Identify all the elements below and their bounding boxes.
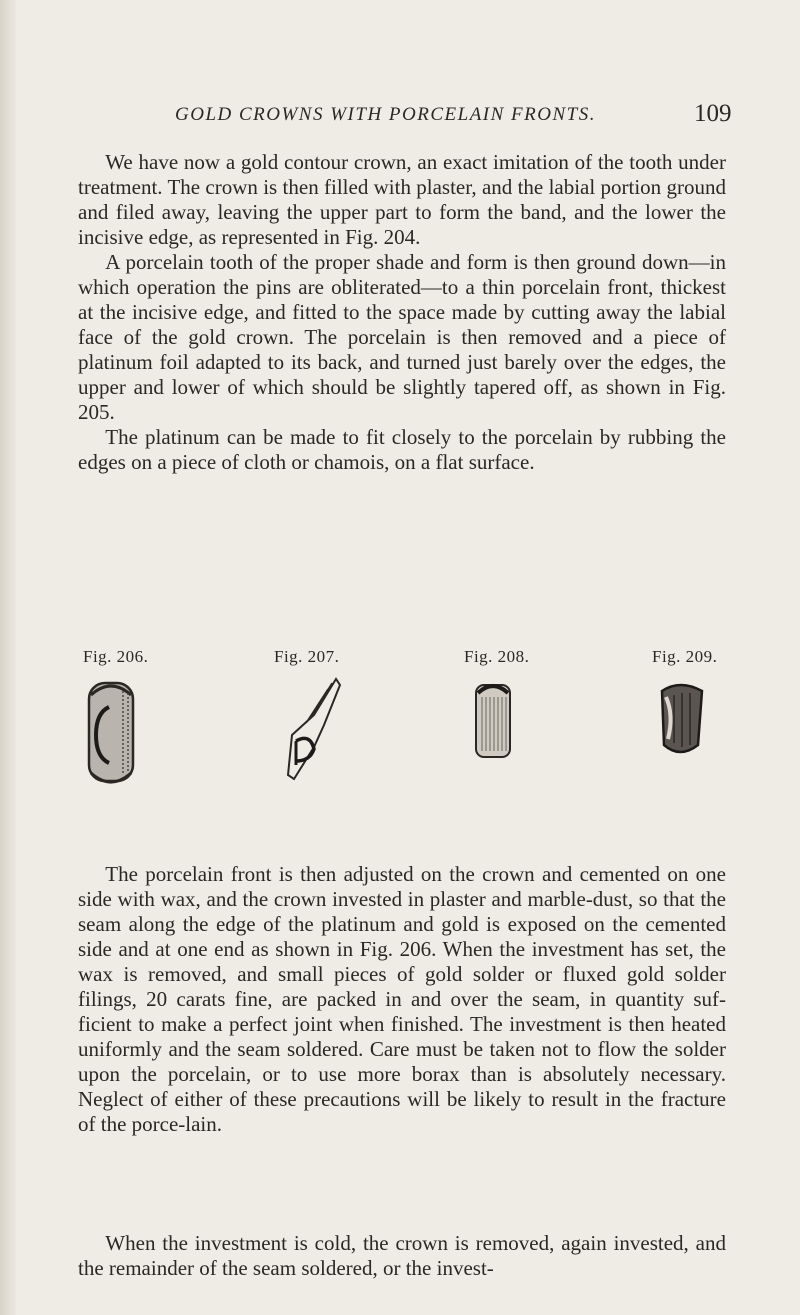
figure-label: Fig. 208.	[464, 647, 530, 666]
figure-207	[274, 647, 404, 827]
crown-invested-illustration	[83, 675, 143, 795]
figure-label: Fig. 206.	[83, 647, 149, 666]
figure-row	[0, 647, 800, 827]
paragraph: We have now a gold contour crown, an exact imitation of the tooth under treatment. The crown is then filled with plaster, and the labial portion ground and filed away, leaving the upper part to form the band, and the lower the incisive edge, as represented in Fig. 204.	[78, 150, 726, 249]
body-text-last	[78, 1231, 726, 1281]
figure-label: Fig. 209.	[652, 647, 718, 666]
body-text-top	[78, 150, 726, 475]
finished-crown-illustration	[652, 675, 712, 775]
paragraph: The porcelain front is then adjusted on the crown and cemented on one side with wax, and the crown invested in plaster and marble-dust, so that the seam along the edge of the platinum and gold is exposed on the cemented side and at one end as shown in Fig. 206. When the investment has set, the wax is removed, and small pieces of gold solder or fluxed gold solder filings, 20 carats fine, are packed in and over the seam, in quantity suf-ficient to make a perfect joint when finished. The investment is then heated uniformly and the seam soldered. Care must be taken not to flow the solder upon the porcelain, or to use more borax than is absolutely necessary. Neglect of either of these precautions will be likely to result in the fracture of the porce-lain.	[78, 862, 726, 1136]
figure-209	[652, 647, 782, 827]
running-title: GOLD CROWNS WITH PORCELAIN FRONTS.	[175, 104, 596, 125]
paragraph: A porcelain tooth of the proper shade and form is then ground down—in which operation the pins are obliterated—to a thin porcelain front, thickest at the incisive edge, and fitted to the space made by cutting away the labial face of the gold crown. The porcelain is then removed and a piece of platinum foil adapted to its back, and turned just barely over the edges, the upper and lower of which should be slightly tapered off, as shown in Fig. 205.	[78, 250, 726, 424]
figure-label: Fig. 207.	[274, 647, 340, 666]
paragraph: When the investment is cold, the crown is removed, again invested, and the remainder of the seam soldered, or the invest-	[78, 1231, 726, 1280]
figure-208	[464, 647, 594, 827]
paragraph: The platinum can be made to fit closely to the porcelain by rubbing the edges on a piece of cloth or chamois, on a flat surface.	[78, 425, 726, 474]
crown-profile-illustration	[274, 675, 354, 805]
figure-206	[83, 647, 213, 827]
porcelain-front-illustration	[464, 675, 524, 775]
body-text-bottom	[78, 862, 726, 1137]
page-number: 109	[694, 100, 732, 127]
running-header	[0, 100, 800, 130]
